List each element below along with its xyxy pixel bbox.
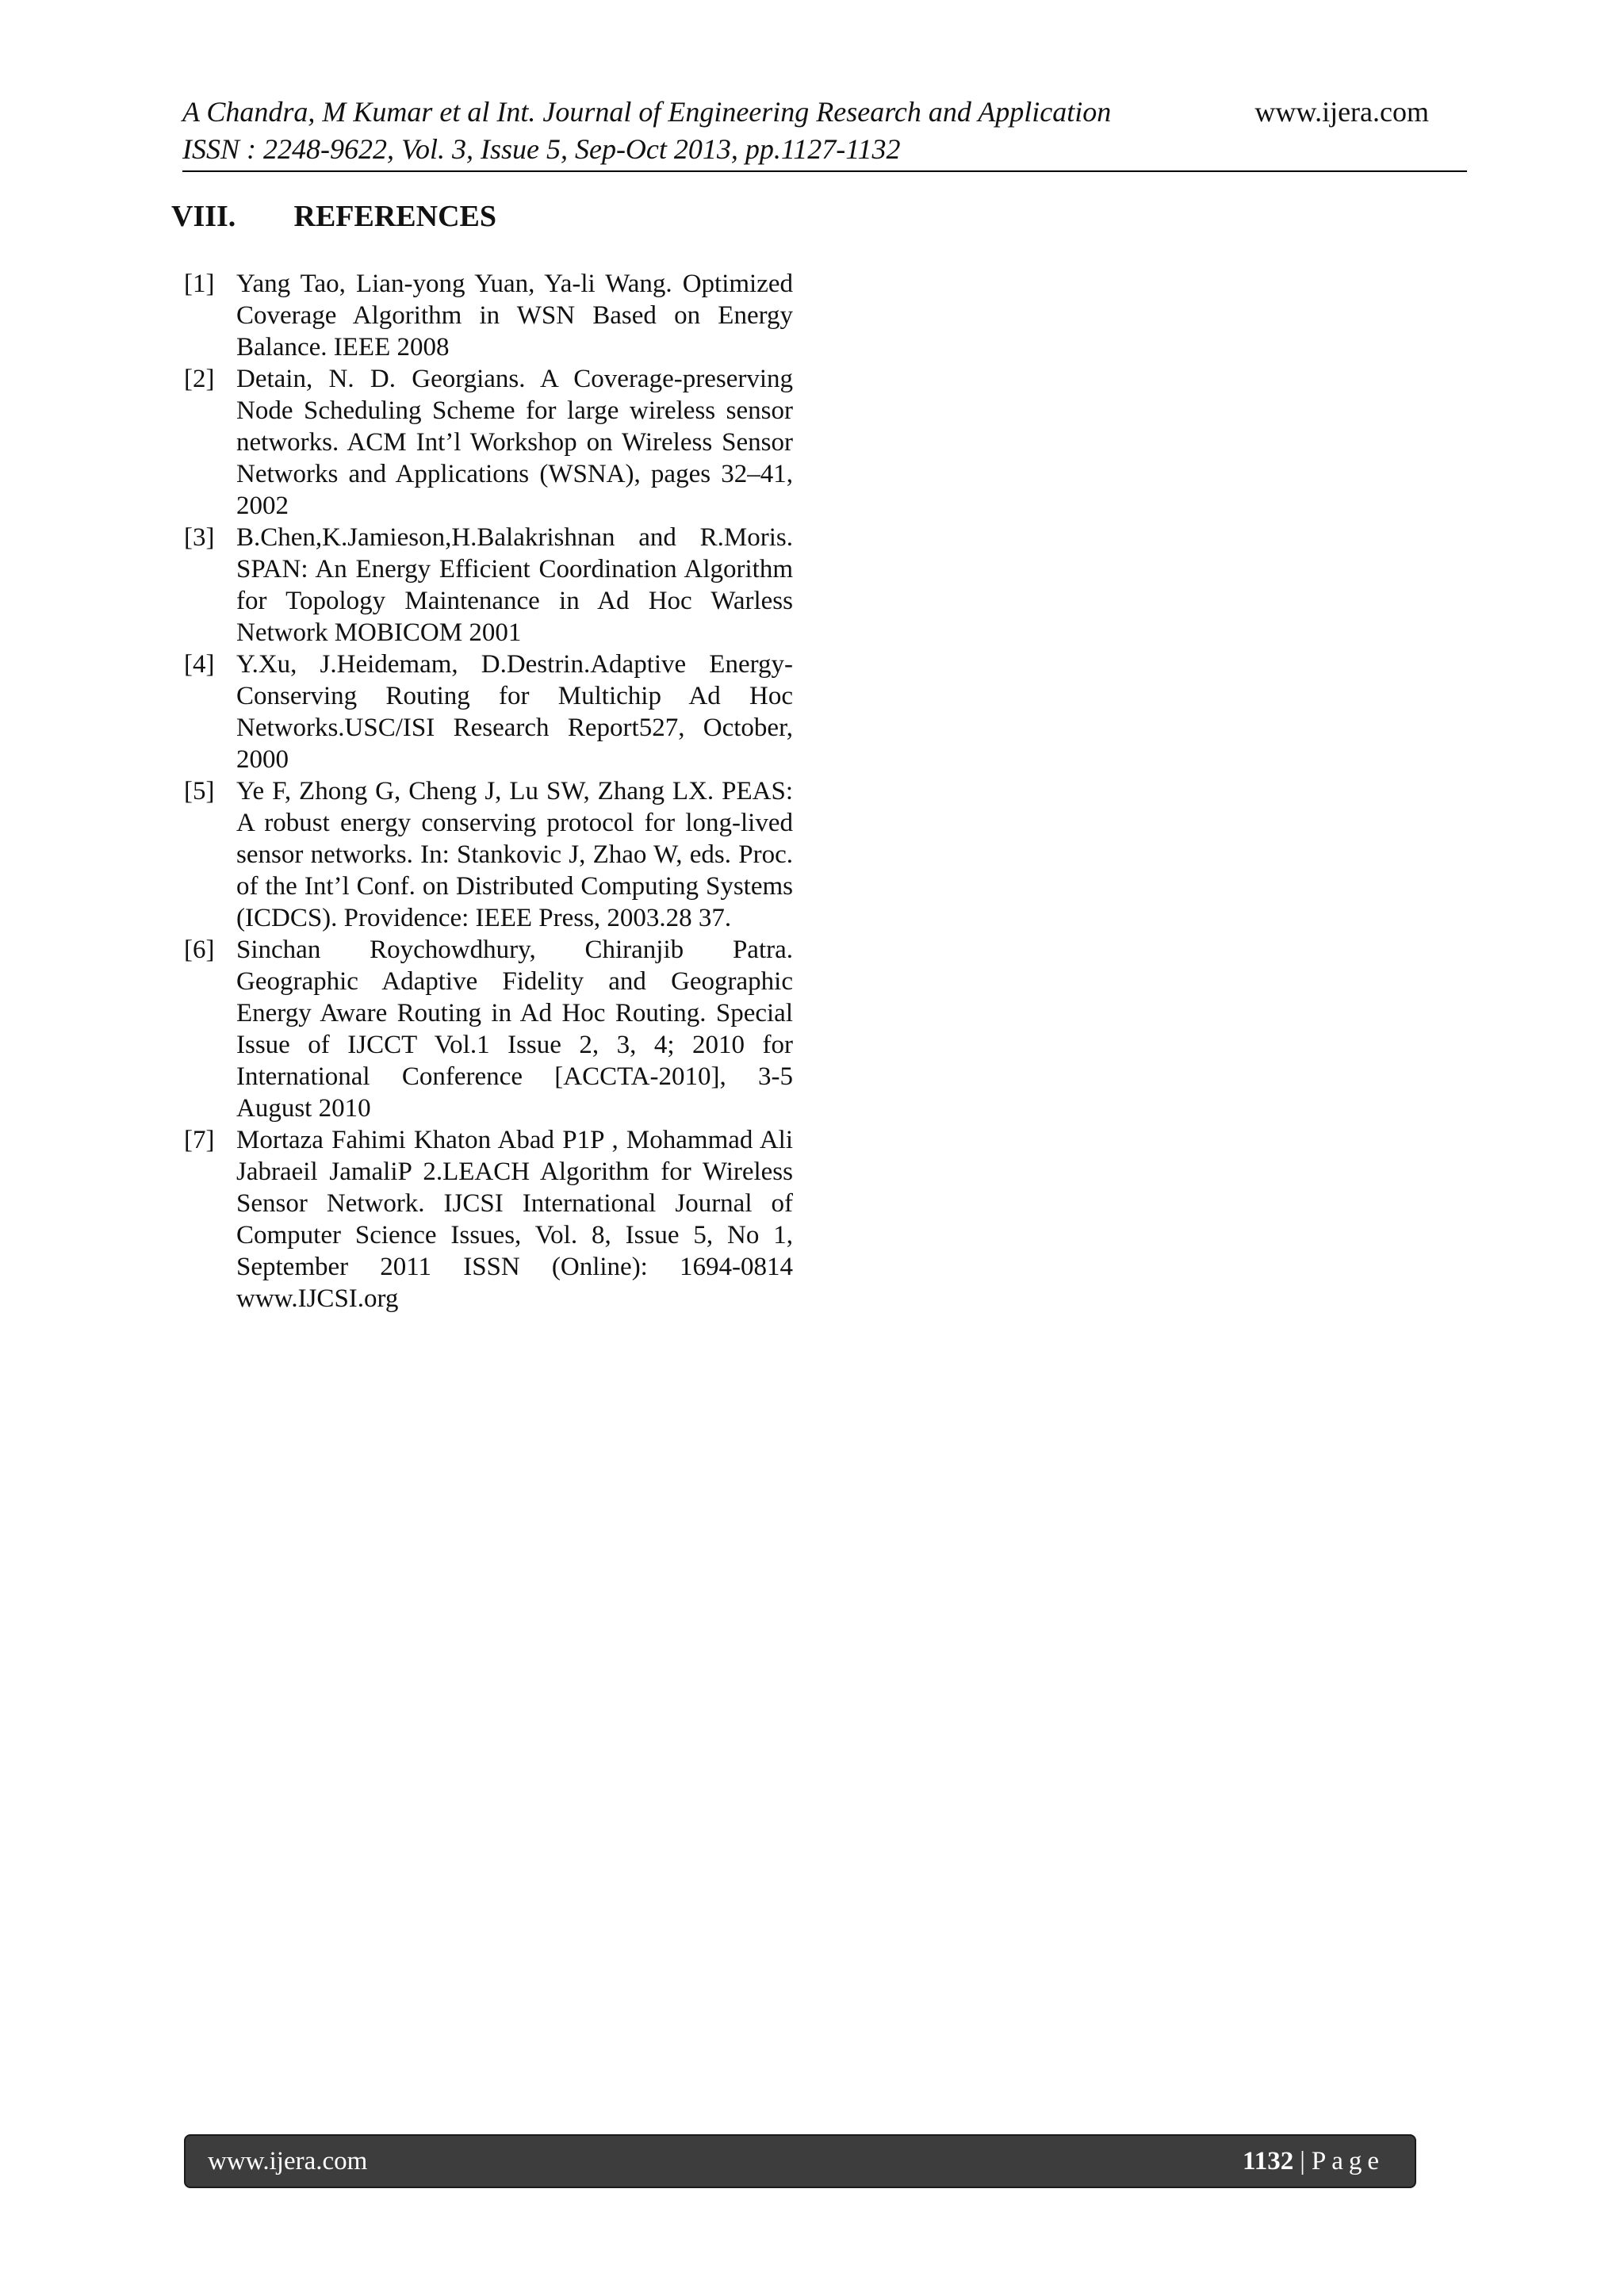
footer-website-link[interactable]: www.ijera.com xyxy=(208,2147,368,2175)
header-divider xyxy=(182,170,1467,172)
reference-text: Ye F, Zhong G, Cheng J, Lu SW, Zhang LX. PEAS: A robust energy conserving protocol for long-lived sensor networks. In: Stankovic J, Zhao W, eds. Proc. of the Int’l Conf. on Distributed Computing Systems (ICDCS). Providence: IEEE Press, 2003.28 37. xyxy=(236,777,793,932)
reference-number: [2] xyxy=(184,365,215,393)
section-number: VIII. xyxy=(171,200,236,233)
header-website-link[interactable]: www.ijera.com xyxy=(1254,96,1429,128)
reference-text: Mortaza Fahimi Khaton Abad P1P , Mohammad Ali Jabraeil JamaliP 2.LEACH Algorithm for Wireless Sensor Network. IJCSI International Journal of Computer Science Issues, Vol. 8, Issue 5, No 1, September 2011 ISSN (Online): 1694-0814 www.IJCSI.org xyxy=(236,1126,793,1313)
journal-citation-line: A Chandra, M Kumar et al Int. Journal of Engineering Research and Application xyxy=(182,96,1112,128)
reference-number: [1] xyxy=(184,270,215,298)
reference-item xyxy=(184,775,793,934)
reference-item xyxy=(184,268,793,363)
reference-number: [7] xyxy=(184,1126,215,1154)
reference-text: B.Chen,K.Jamieson,H.Balakrishnan and R.Moris. SPAN: An Energy Efficient Coordination Algorithm for Topology Maintenance in Ad Hoc Warless Network MOBICOM 2001 xyxy=(236,523,793,647)
page-separator: | xyxy=(1300,2147,1305,2175)
page-label: Page xyxy=(1311,2147,1385,2175)
page-footer xyxy=(184,2134,1416,2188)
reference-number: [3] xyxy=(184,523,215,552)
reference-number: [6] xyxy=(184,936,215,964)
reference-item xyxy=(184,934,793,1124)
section-heading xyxy=(171,198,496,235)
page-number: 1132 xyxy=(1243,2147,1294,2175)
reference-number: [5] xyxy=(184,777,215,806)
page-header xyxy=(182,94,1467,171)
reference-item xyxy=(184,522,793,649)
page-indicator xyxy=(1243,2136,1385,2187)
reference-text: Sinchan Roychowdhury, Chiranjib Patra. Geographic Adaptive Fidelity and Geographic Energy Aware Routing in Ad Hoc Routing. Special Issue of IJCCT Vol.1 Issue 2, 3, 4; 2010 for International Conference [ACCTA-2010], 3-5 August 2010 xyxy=(236,936,793,1123)
section-title: REFERENCES xyxy=(293,200,496,233)
reference-text: Detain, N. D. Georgians. A Coverage-preserving Node Scheduling Scheme for large wireless sensor networks. ACM Int’l Workshop on Wireless Sensor Networks and Applications (WSNA), pages 32–41, 2002 xyxy=(236,365,793,520)
reference-text: Y.Xu, J.Heidemam, D.Destrin.Adaptive Energy-Conserving Routing for Multichip Ad Hoc Networks.USC/ISI Research Report527, October, 2000 xyxy=(236,650,793,774)
reference-item xyxy=(184,363,793,522)
reference-text: Yang Tao, Lian-yong Yuan, Ya-li Wang. Optimized Coverage Algorithm in WSN Based on Energy Balance. IEEE 2008 xyxy=(236,270,793,362)
reference-item xyxy=(184,1124,793,1314)
reference-list xyxy=(184,268,793,1314)
reference-item xyxy=(184,649,793,775)
issn-line: ISSN : 2248-9622, Vol. 3, Issue 5, Sep-Oct 2013, pp.1127-1132 xyxy=(182,133,901,165)
reference-number: [4] xyxy=(184,650,215,679)
